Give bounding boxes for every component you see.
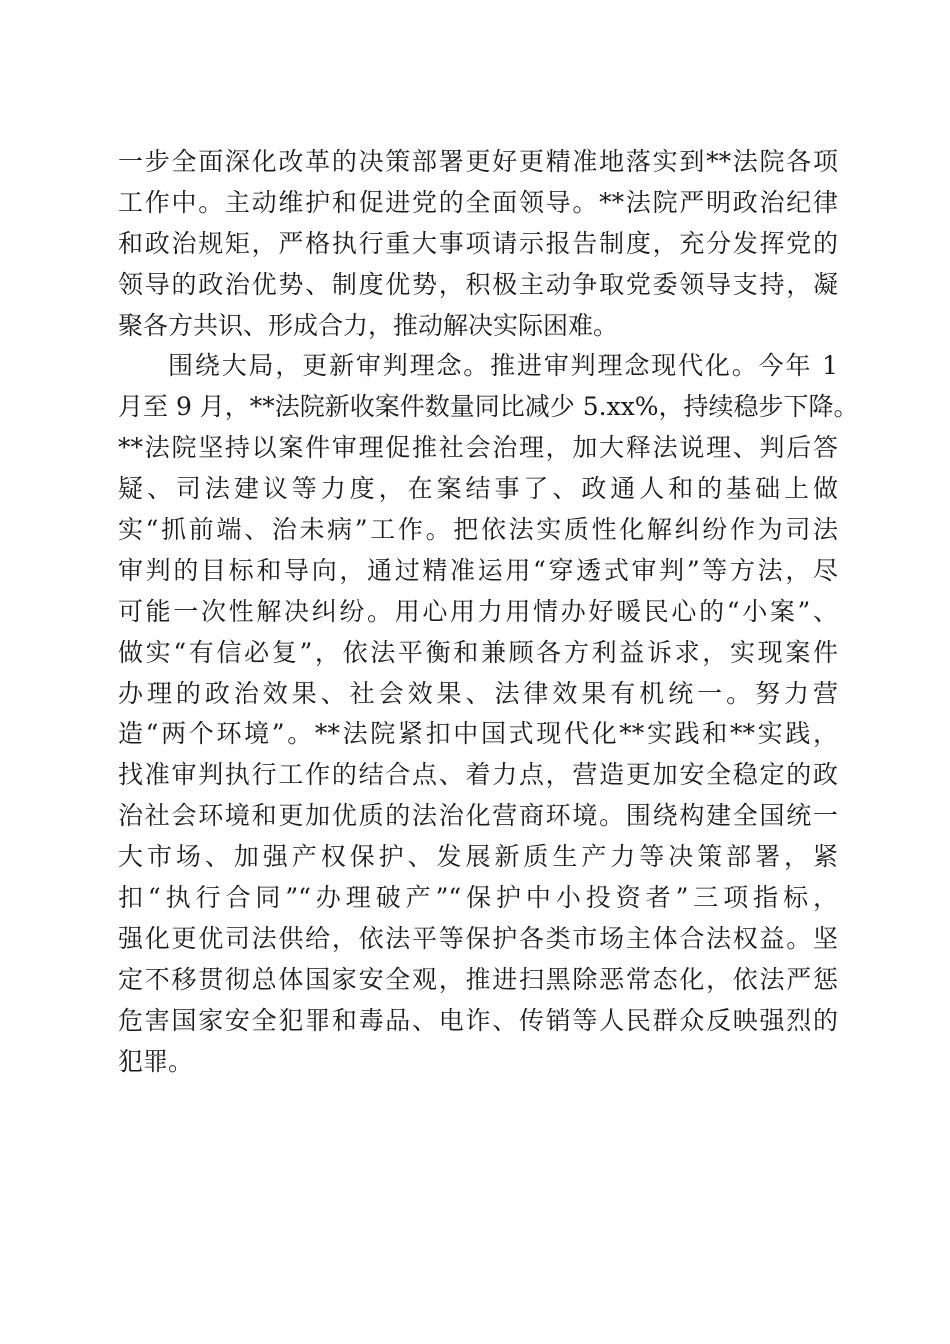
paragraph-2-line-8: 做实“有信必复”，依法平衡和兼顾各方利益诉求，实现案件	[118, 637, 838, 667]
paragraph-2-line-18: 犯罪。	[118, 1046, 194, 1076]
paragraph-1-line-3: 和政治规矩，严格执行重大事项请示报告制度，充分发挥党的	[118, 228, 838, 258]
document-body	[118, 142, 859, 1082]
paragraph-2-line-1: 围绕大局，更新审判理念。推进审判理念现代化。今年 1	[168, 351, 838, 381]
paragraph-2-line-13: 大市场、加强产权保护、发展新质生产力等决策部署，紧	[118, 842, 838, 872]
paragraph-2-line-9: 办理的政治效果、社会效果、法律效果有机统一。努力营	[118, 678, 838, 708]
paragraph-1-line-5: 聚各方共识、形成合力，推动解决实际困难。	[118, 310, 619, 340]
paragraph-2-line-11: 找准审判执行工作的结合点、着力点，营造更加安全稳定的政	[118, 760, 838, 790]
paragraph-2-line-16: 定不移贯彻总体国家安全观，推进扫黑除恶常态化，依法严惩	[118, 964, 838, 994]
paragraph-2-line-17: 危害国家安全犯罪和毒品、电诈、传销等人民群众反映强烈的	[118, 1005, 838, 1035]
paragraph-1-line-1: 一步全面深化改革的决策部署更好更精准地落实到**法院各项	[118, 147, 838, 176]
paragraph-2-line-3: **法院坚持以案件审理促推社会治理，加大释法说理、判后答	[118, 433, 838, 463]
paragraph-1-line-2: 工作中。主动维护和促进党的全面领导。**法院严明政治纪律	[118, 187, 838, 217]
paragraph-2-line-14: 扣“执行合同”“办理破产”“保护中小投资者”三项指标，	[118, 883, 838, 913]
paragraph-2-line-5: 实“抓前端、治未病”工作。把依法实质性化解纠纷作为司法	[118, 515, 838, 545]
paragraph-2-line-4: 疑、司法建议等力度，在案结事了、政通人和的基础上做	[118, 474, 838, 504]
paragraph-1-line-4: 领导的政治优势、制度优势，积极主动争取党委领导支持，凝	[118, 269, 838, 299]
paragraph-2-line-10: 造“两个环境”。**法院紧扣中国式现代化**实践和**实践，	[118, 719, 838, 749]
paragraph-2-line-15: 强化更优司法供给，依法平等保护各类市场主体合法权益。坚	[118, 923, 838, 953]
paragraph-2-line-6: 审判的目标和导向，通过精准运用“穿透式审判”等方法，尽	[118, 555, 838, 585]
paragraph-2-line-12: 治社会环境和更加优质的法治化营商环境。围绕构建全国统一	[118, 801, 838, 831]
paragraph-2-line-2: 月至 9 月，**法院新收案件数量同比减少 5.xx%，持续稳步下降。	[118, 392, 859, 422]
paragraph-2-line-7: 可能一次性解决纠纷。用心用力用情办好暖民心的“小案”、	[118, 596, 838, 626]
